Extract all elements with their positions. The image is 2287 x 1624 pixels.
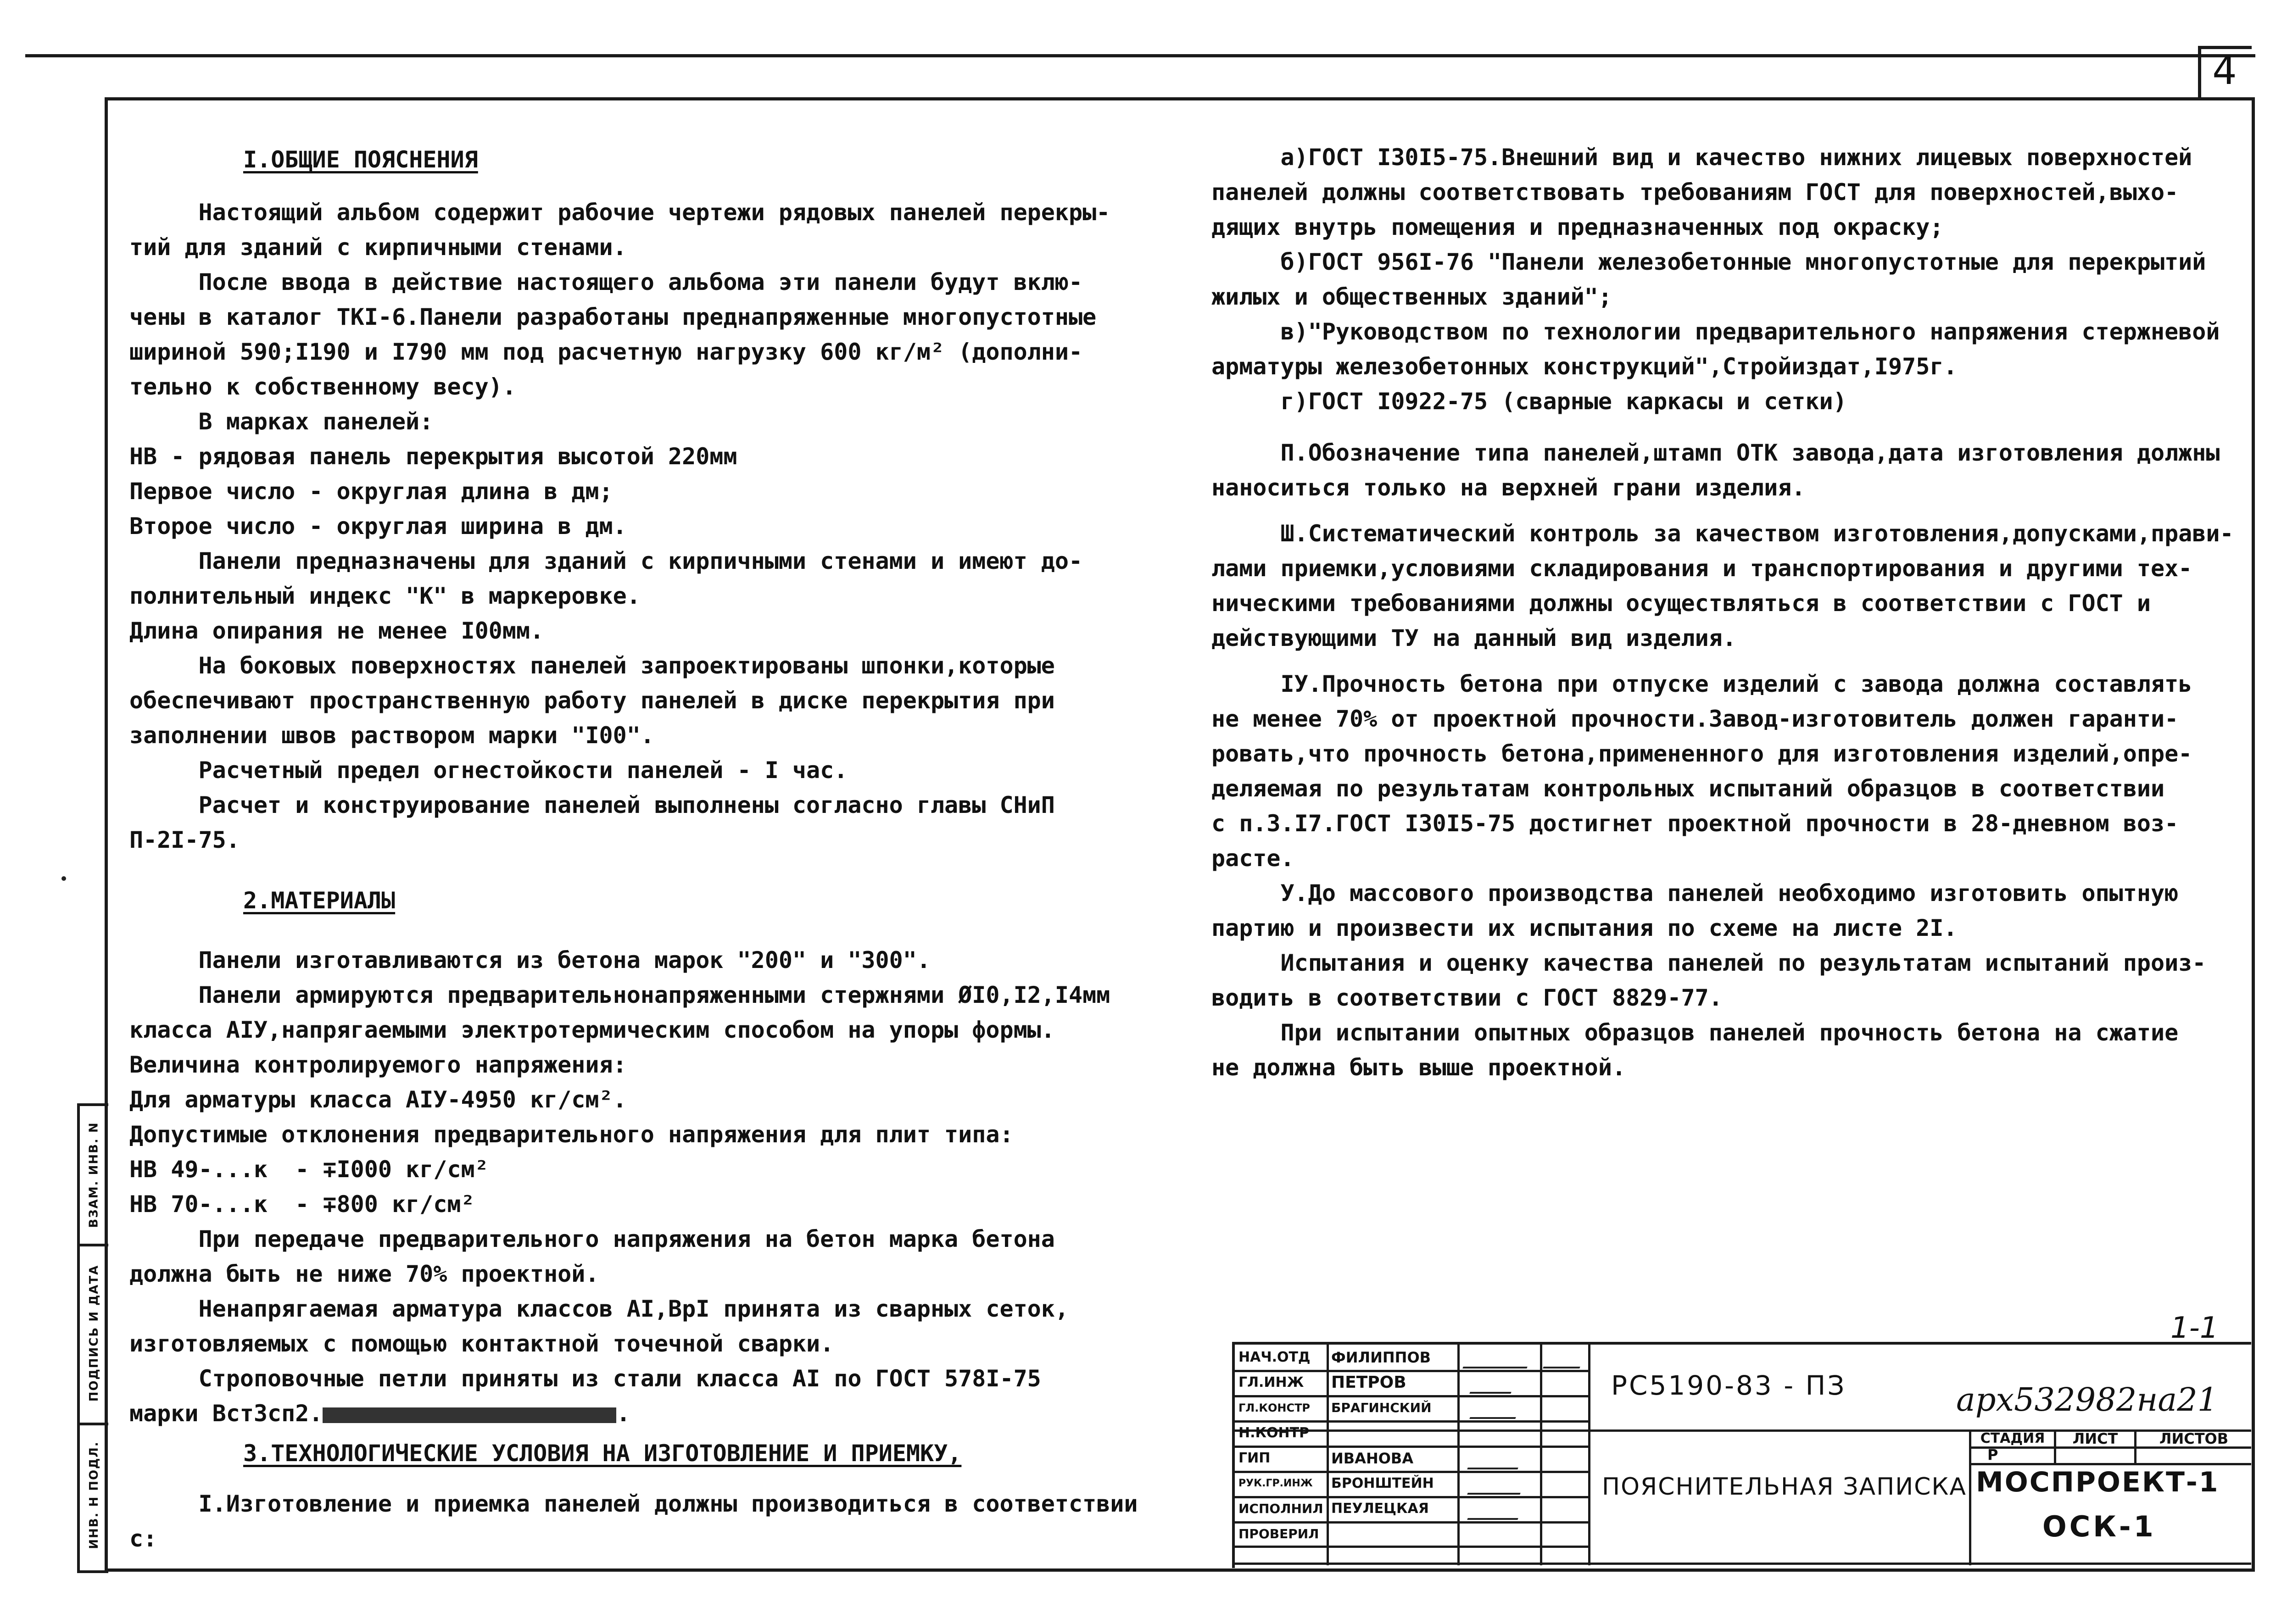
text-line: Строповочные петли приняты из стали класса AI по ГОСТ 578I-75	[129, 1365, 1041, 1392]
signature-mark	[1469, 1372, 1518, 1394]
grid-line	[1235, 1563, 2251, 1565]
signature-mark	[1467, 1498, 1525, 1520]
text-line: Настоящий альбом содержит рабочие чертежи рядовых панелей перекры-	[129, 199, 1110, 226]
role-label: РУК.ГР.ИНЖ	[1238, 1478, 1313, 1489]
page-note: 1-1	[2170, 1311, 2219, 1345]
document-designation: РС5190-83 - ПЗ	[1611, 1370, 1846, 1401]
heading-general-notes: I.ОБЩИЕ ПОЯСНЕНИЯ	[243, 146, 478, 173]
side-stamp-signature: ПОДПИСЬ И ДАТА	[87, 1264, 101, 1402]
person-name: БРАГИНСКИЙ	[1331, 1400, 1432, 1415]
section-right-column	[1211, 140, 2234, 1085]
scan-speck	[61, 876, 66, 881]
text-line: наноситься только на верхней грани изделия.	[1211, 474, 1806, 501]
heading-materials: 2.МАТЕРИАЛЫ	[243, 887, 396, 914]
text-line: а)ГОСТ I30I5-75.Внешний вид и качество нижних лицевых поверхностей	[1211, 144, 2192, 171]
text-line: Второе число - округлая ширина в дм.	[129, 513, 627, 539]
text-line: не менее 70% от проектной прочности.Завод-изготовитель должен гаранти-	[1211, 706, 2179, 732]
role-label: Н.КОНТР	[1238, 1425, 1310, 1441]
text-line: заполнении швов раствором марки "I00".	[129, 722, 654, 749]
text-line: В марках панелей:	[129, 408, 434, 435]
section-materials	[129, 943, 1110, 1431]
role-label: ПРОВЕРИЛ	[1238, 1526, 1319, 1541]
text-line: панелей должны соответствовать требованиям ГОСТ для поверхностей,выхо-	[1211, 179, 2179, 206]
role-label: НАЧ.ОТД	[1238, 1349, 1311, 1365]
grid-line	[1969, 1463, 2251, 1465]
text-line: шириной 590;I190 и I790 мм под расчетную нагрузку 600 кг/м² (дополни-	[129, 339, 1083, 365]
text-line: Длина опирания не менее I00мм.	[129, 617, 544, 644]
text-line: изготовляемых с помощью контактной точечной сварки.	[129, 1330, 834, 1357]
text-line: класса AIУ,напрягаемыми электротермическим способом на упоры формы.	[129, 1017, 1055, 1043]
text-line: не должна быть выше проектной.	[1211, 1054, 1626, 1081]
grid-line	[1327, 1345, 1329, 1565]
text-line: Панели предназначены для зданий с кирпичными стенами и имеют до-	[129, 548, 1083, 574]
text-line: действующими ТУ на данный вид изделия.	[1211, 625, 1736, 651]
side-stamp-inventory: ИНВ. Н ПОДЛ.	[87, 1441, 101, 1549]
section-technological-conditions	[129, 1486, 1138, 1556]
sheet-header: ЛИСТ	[2072, 1431, 2118, 1446]
text-line: Допустимые отклонения предварительного напряжения для плит типа:	[129, 1121, 1014, 1148]
signature-mark	[1467, 1473, 1528, 1495]
text-line: Для арматуры класса AIУ-4950 кг/см².	[129, 1086, 627, 1113]
signature-mark	[1467, 1447, 1525, 1469]
text-line: Ненапрягаемая арматура классов AI,ВрI принята из сварных сеток,	[129, 1296, 1069, 1322]
signature-mark	[1462, 1346, 1534, 1368]
text-line: тельно к собственному весу).	[129, 373, 516, 400]
text-line: Расчет и конструирование панелей выполнены согласно главы СНиП	[129, 792, 1055, 818]
text-line: На боковых поверхностях панелей запроектированы шпонки,которые	[129, 652, 1055, 679]
text-line: партию и произвести их испытания по схеме на листе 2I.	[1211, 915, 1958, 941]
text-line: ническими требованиями должны осуществляться в соответствии с ГОСТ и	[1211, 590, 2151, 617]
text-line	[1211, 419, 2234, 435]
text-line: Величина контролируемого напряжения:	[129, 1051, 627, 1078]
text-line: водить в соответствии с ГОСТ 8829-77.	[1211, 984, 1723, 1011]
text-line: деляемая по результатам контрольных испытаний образцов в соответствии	[1211, 775, 2165, 802]
role-label: ГИП	[1238, 1450, 1271, 1466]
person-name: БРОНШТЕЙН	[1331, 1475, 1434, 1491]
text-line: НВ - рядовая панель перекрытия высотой 220мм	[129, 443, 737, 470]
side-stamp-replacement: ВЗАМ. ИНВ. N	[87, 1122, 101, 1228]
title-block	[1232, 1342, 2251, 1568]
text-line: с п.3.I7.ГОСТ I30I5-75 достигнет проектной прочности в 28-дневном воз-	[1211, 810, 2179, 837]
stage-value: Р	[1987, 1446, 1998, 1463]
role-label: ГЛ.ИНЖ	[1238, 1374, 1304, 1390]
grid-line	[1235, 1546, 1588, 1548]
text-line: расте.	[1211, 845, 1294, 872]
text-line: Испытания и оценку качества панелей по результатам испытаний произ-	[1211, 950, 2206, 976]
organization-name: МОСПРОЕКТ-1	[1976, 1466, 2220, 1498]
stage-header: СТАДИЯ	[1980, 1431, 2045, 1446]
text-line: Ш.Систематический контроль за качеством изготовления,допусками,прави-	[1211, 520, 2234, 547]
heading-technological-conditions: 3.ТЕХНОЛОГИЧЕСКИЕ УСЛОВИЯ НА ИЗГОТОВЛЕНИЕ И ПРИЕМКУ,	[243, 1440, 962, 1467]
archive-number: арх532982на21	[1956, 1381, 2218, 1418]
text-line: тий для зданий с кирпичными стенами.	[129, 234, 627, 261]
text-line	[1211, 505, 2234, 516]
side-stamp	[77, 1103, 108, 1573]
date-mark	[1543, 1346, 1587, 1368]
grid-line	[1969, 1429, 1971, 1565]
text-line: При передаче предварительного напряжения на бетон марка бетона	[129, 1226, 1055, 1252]
person-name: ИВАНОВА	[1331, 1450, 1414, 1467]
text-line: Расчетный предел огнестойкости панелей - I час.	[129, 757, 848, 784]
signature-mark	[1469, 1397, 1523, 1419]
sheets-header: ЛИСТОВ	[2159, 1431, 2229, 1446]
text-line: При испытании опытных образцов панелей прочность бетона на сжатие	[1211, 1019, 2179, 1046]
text-line: дящих внутрь помещения и предназначенных под окраску;	[1211, 214, 1944, 240]
text-line: После ввода в действие настоящего альбома эти панели будут вклю-	[129, 269, 1083, 295]
text-line: лами приемки,условиями складирования и транспортирования и другими тех-	[1211, 555, 2192, 582]
text-line: П-2I-75.	[129, 827, 240, 853]
grid-line	[1457, 1345, 1460, 1565]
department-name: ОСК-1	[2042, 1510, 2156, 1543]
text-line: IУ.Прочность бетона при отпуске изделий с завода должна составлять	[1211, 671, 2192, 697]
section-general-notes	[129, 195, 1110, 857]
top-border-line	[25, 54, 2255, 57]
text-line: марки ВстЗсп2. .	[129, 1400, 630, 1427]
text-line: в)"Руководством по технологии предварительного напряжения стержневой	[1211, 318, 2220, 345]
role-label: ИСПОЛНИЛ	[1238, 1501, 1323, 1516]
person-name: ПЕТРОВ	[1331, 1373, 1406, 1392]
redacted-text	[323, 1407, 616, 1423]
sheet-number: 4	[2212, 48, 2237, 93]
text-line: Панели армируются предварительнонапряженными стержнями ØI0,I2,I4мм	[129, 982, 1110, 1008]
text-line: ровать,что прочность бетона,примененного для изготовления изделий,опре-	[1211, 740, 2192, 767]
grid-line	[1540, 1345, 1542, 1565]
text-line: с:	[129, 1525, 157, 1552]
text-line: обеспечивают пространственную работу панелей в диске перекрытия при	[129, 687, 1055, 714]
text-line: НВ 70-...к - ∓800 кг/см²	[129, 1191, 475, 1218]
person-name: ФИЛИППОВ	[1331, 1349, 1431, 1366]
text-line: чены в каталог ТКI-6.Панели разработаны преднапряженные многопустотные	[129, 304, 1097, 330]
person-name: ПЕУЛЕЦКАЯ	[1331, 1501, 1429, 1517]
text-line: жилых и общественных зданий";	[1211, 284, 1612, 310]
text-line: г)ГОСТ I0922-75 (сварные каркасы и сетки)	[1211, 388, 1847, 415]
text-line: Панели изготавливаются из бетона марок "200" и "300".	[129, 947, 931, 973]
text-line: арматуры железобетонных конструкций",Стройиздат,I975г.	[1211, 353, 1958, 380]
text-line: б)ГОСТ 956I-76 "Панели железобетонные многопустотные для перекрытий	[1211, 249, 2206, 275]
text-line: НВ 49-...к - ∓I000 кг/см²	[129, 1156, 489, 1183]
document-title: ПОЯСНИТЕЛЬНАЯ ЗАПИСКА	[1602, 1473, 1967, 1501]
text-line: П.Обозначение типа панелей,штамп ОТК завода,дата изготовления должны	[1211, 439, 2220, 466]
text-line: У.До массового производства панелей необходимо изготовить опытную	[1211, 880, 2179, 907]
text-line: полнительный индекс "К" в маркеровке.	[129, 583, 641, 609]
text-line: Первое число - округлая длина в дм;	[129, 478, 613, 505]
role-label: ГЛ.КОНСТР	[1238, 1402, 1311, 1414]
text-line: I.Изготовление и приемка панелей должны производиться в соответствии	[129, 1491, 1138, 1517]
grid-line	[1588, 1345, 1590, 1565]
text-line: должна быть не ниже 70% проектной.	[129, 1261, 599, 1287]
text-line	[1211, 656, 2234, 667]
